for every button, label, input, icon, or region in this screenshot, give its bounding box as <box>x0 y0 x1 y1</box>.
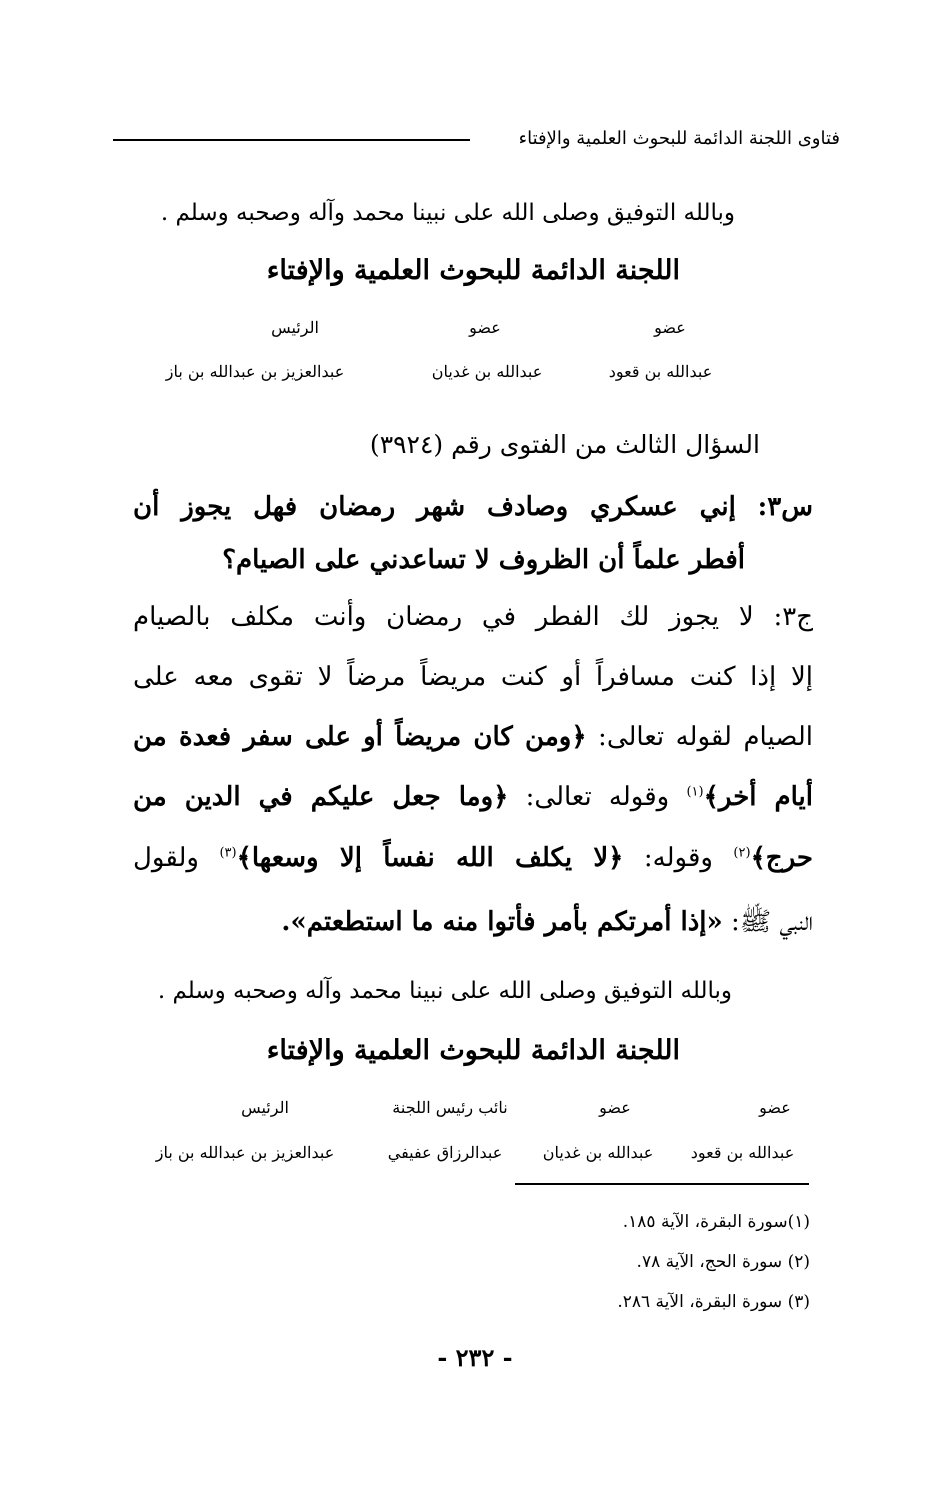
signatory-role: عضو <box>599 1098 631 1117</box>
hadith-quote: «إذا أمرتكم بأمر فأتوا منه ما استطعتم». <box>281 907 723 937</box>
signatory-name: عبدالله بن قعود <box>690 1143 795 1162</box>
answer-line: أيام أخر﴾$^{(١)}$ وقوله تعالى: ﴿وما جعل عليكم في الدين من <box>133 782 813 812</box>
question-line: أفطر علماً أن الظروف لا تساعدني على الصيام؟ <box>222 545 745 575</box>
signatory-name: عبدالعزيز بن عبدالله بن باز <box>155 1143 335 1162</box>
committee-name: اللجنة الدائمة للبحوث العلمية والإفتاء <box>266 255 680 286</box>
question-title: السؤال الثالث من الفتوى رقم (٣٩٢٤) <box>369 430 760 459</box>
quran-quote: ﴿لا يكلف الله نفساً إلا وسعها﴾ <box>236 843 624 873</box>
footnote-ref: (١) <box>686 784 704 800</box>
running-header: فتاوى اللجنة الدائمة للبحوث العلمية والإفتاء <box>518 128 840 149</box>
signatory-name: عبدالله بن قعود <box>608 362 713 381</box>
footnote: (٢) سورة الحج، الآية ٧٨. <box>636 1252 810 1272</box>
answer-line: حرج﴾$^{(٢)}$ وقوله: ﴿لا يكلف الله نفساً إلا وسعها﴾$^{(٣)}$ ولقول <box>133 843 813 873</box>
signatory-role: نائب رئيس اللجنة <box>392 1098 508 1117</box>
footnote-ref: (٢) <box>733 845 751 861</box>
page-number: - ٢٣٢ - <box>437 1343 513 1372</box>
signatory-role: عضو <box>654 318 686 337</box>
answer-line: إلا إذا كنت مسافراً أو كنت مريضاً مرضاً لا تقوى معه على <box>133 662 813 692</box>
signatory-name: عبدالله بن غديان <box>542 1143 654 1162</box>
footnote: (٣) سورة البقرة، الآية ٢٨٦. <box>617 1292 810 1312</box>
signatory-name: عبدالله بن غديان <box>431 362 543 381</box>
header-rule <box>113 139 470 141</box>
footnote-rule <box>515 1183 809 1185</box>
quran-quote: ﴿ومن كان مريضاً أو على سفر فعدة من <box>133 722 587 752</box>
answer-line: ج٣: لا يجوز لك الفطر في رمضان وأنت مكلف بالصيام <box>133 602 813 632</box>
signatory-role: عضو <box>469 318 501 337</box>
question-line: س٣: إني عسكري وصادف شهر رمضان فهل يجوز أن <box>133 492 813 522</box>
answer-line: النبي ﷺ: «إذا أمرتكم بأمر فأتوا منه ما استطعتم». <box>281 907 813 937</box>
footnote: (١)سورة البقرة، الآية ١٨٥. <box>622 1212 810 1232</box>
signatory-role: الرئيس <box>241 1098 289 1117</box>
quran-quote: أيام أخر﴾ <box>703 782 813 812</box>
answer-line: الصيام لقوله تعالى: ﴿ومن كان مريضاً أو على سفر فعدة من <box>133 722 813 752</box>
signatory-role: عضو <box>759 1098 791 1117</box>
signatory-role: الرئيس <box>271 318 319 337</box>
quran-quote: ﴿وما جعل عليكم في الدين من <box>133 782 509 812</box>
closing-formula: وبالله التوفيق وصلى الله على نبينا محمد وآله وصحبه وسلم . <box>160 200 735 226</box>
footnote-ref: (٣) <box>219 845 237 861</box>
signatory-name: عبدالعزيز بن عبدالله بن باز <box>165 362 345 381</box>
committee-name: اللجنة الدائمة للبحوث العلمية والإفتاء <box>266 1035 680 1066</box>
signatory-name: عبدالرزاق عفيفي <box>387 1143 503 1162</box>
quran-quote: حرج﴾ <box>750 843 813 873</box>
closing-formula: وبالله التوفيق وصلى الله على نبينا محمد وآله وصحبه وسلم . <box>157 978 732 1004</box>
